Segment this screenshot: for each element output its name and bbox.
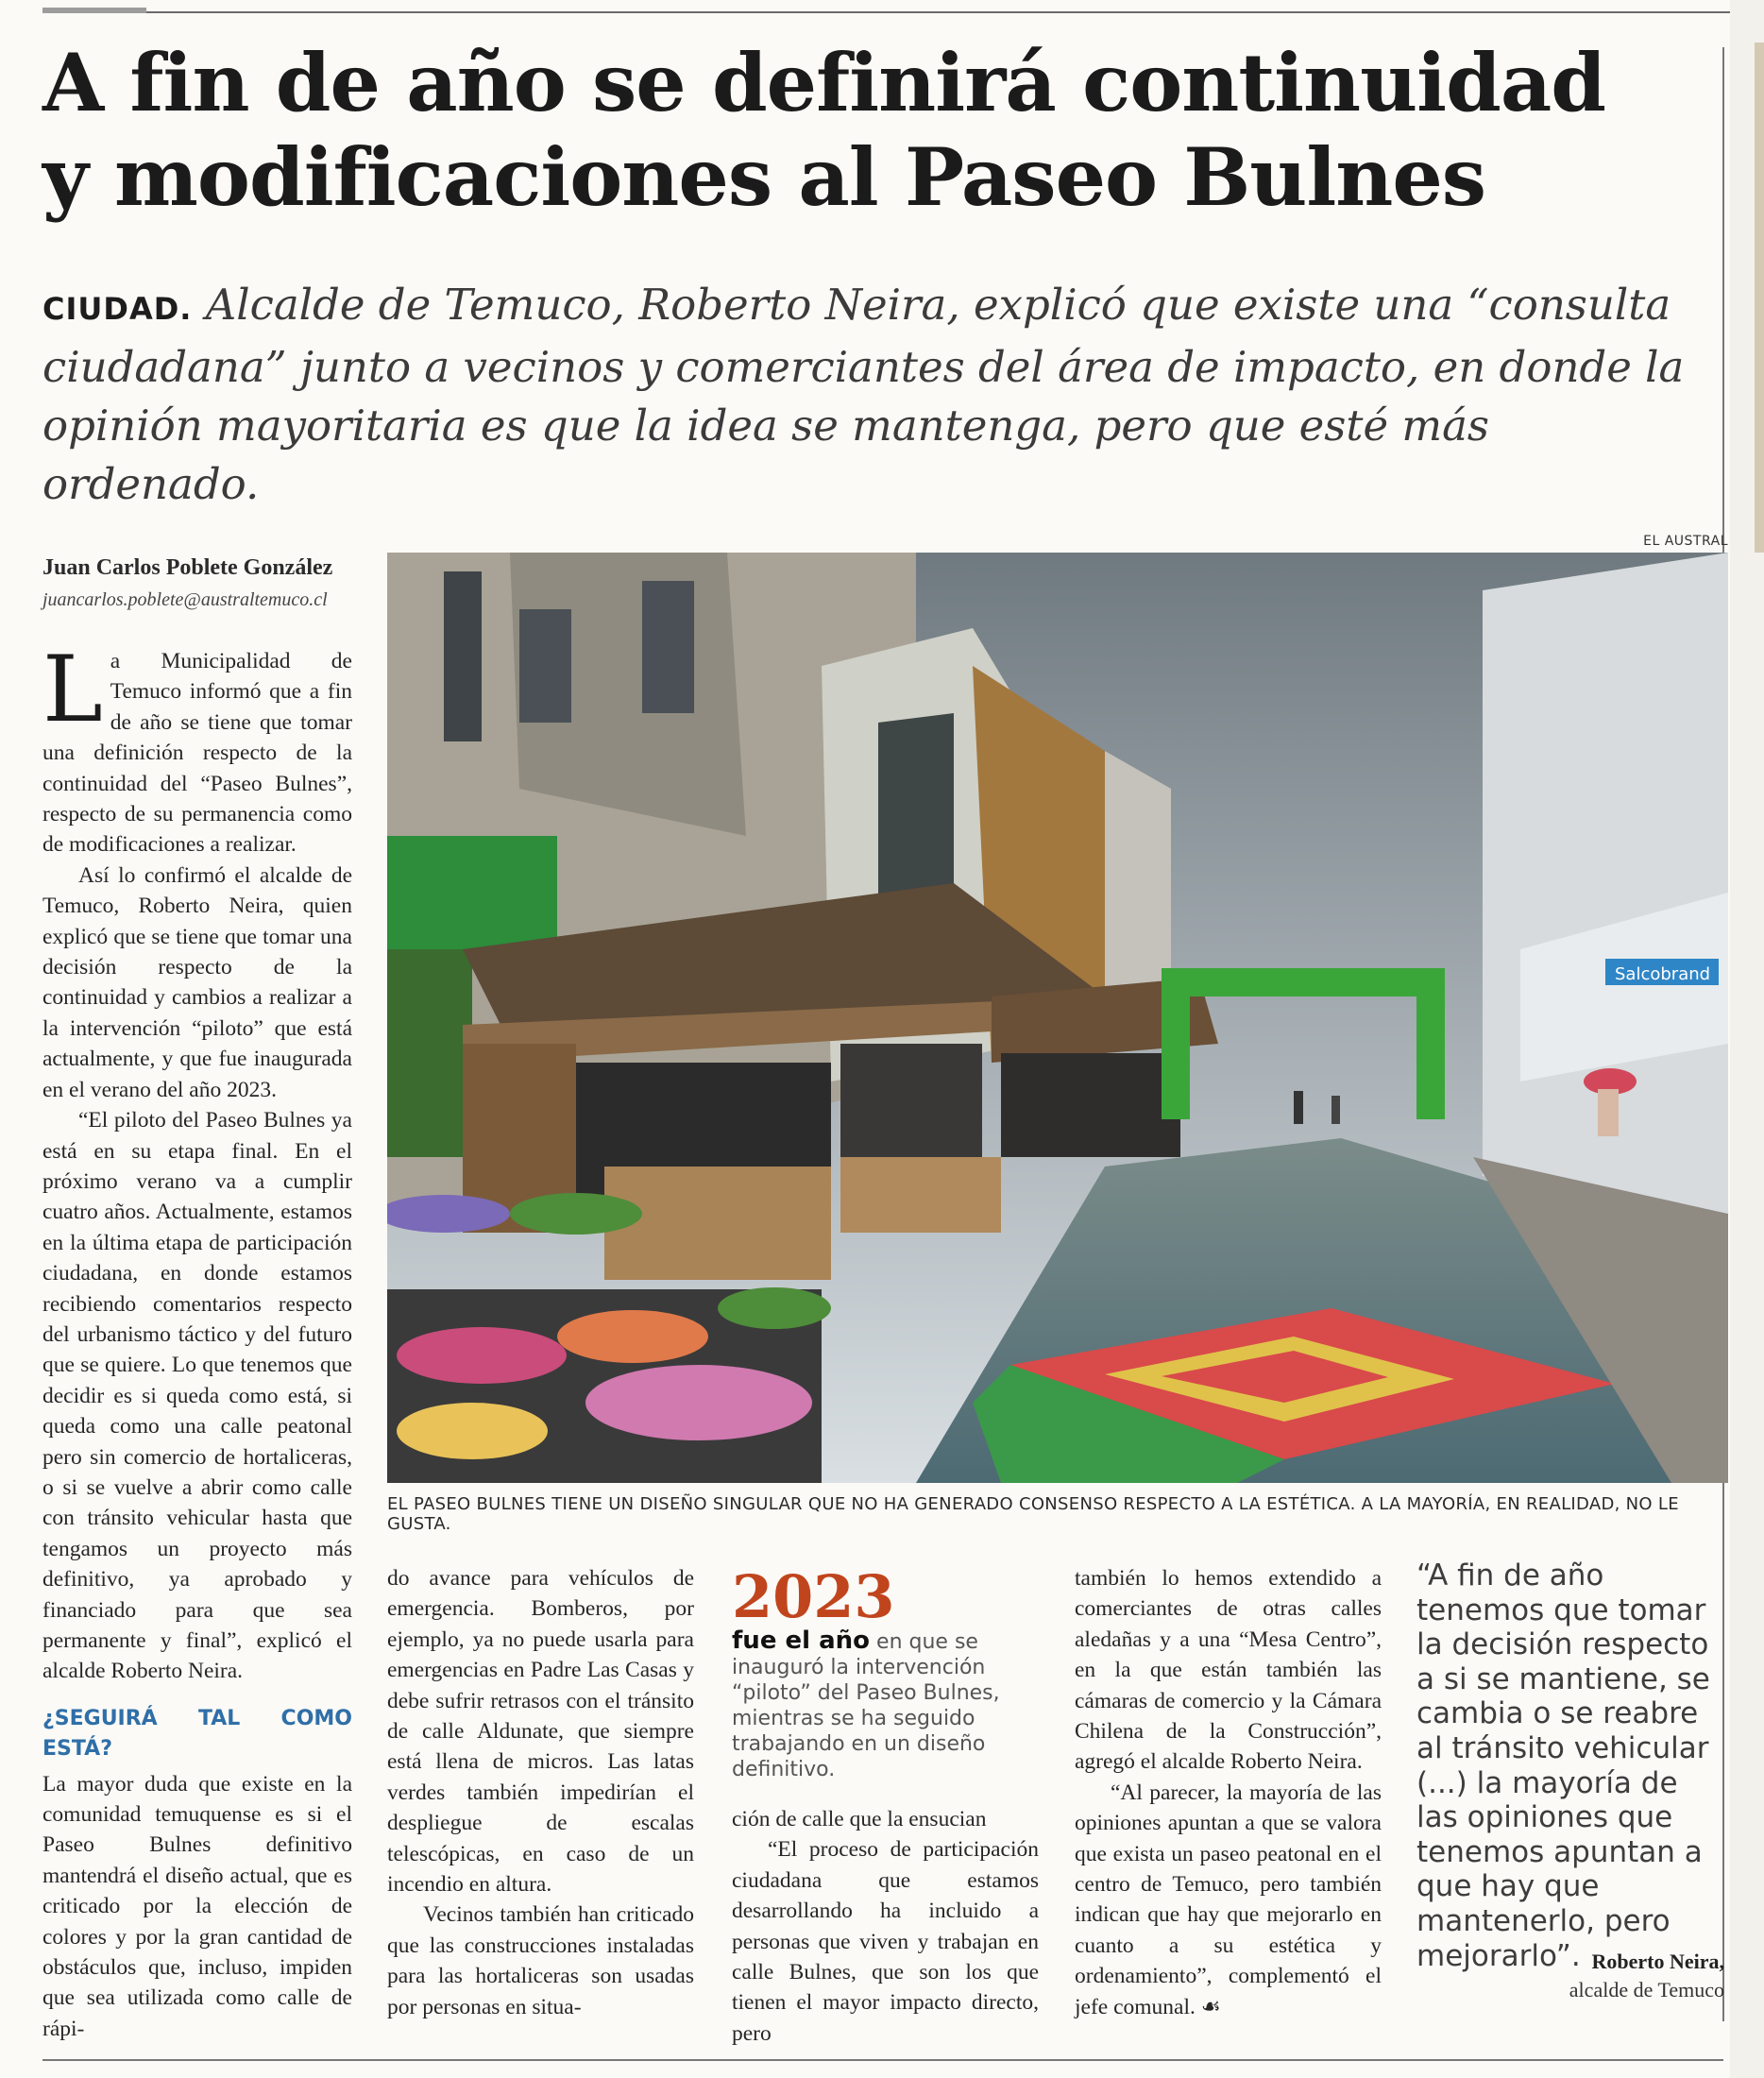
body-column-2 (387, 1563, 694, 2022)
section-tag: CIUDAD. (42, 291, 193, 327)
street-photo (387, 553, 1728, 1483)
pull-quote: “A fin de año tenemos que tomar la decisión respecto a si se mantiene, se cambia o se reabre al tránsito vehicular (...) la mayoría de las opiniones que tenemos apuntan a que hay que mantenerlo, pero mejorarlo”. (1416, 1558, 1710, 1973)
adjacent-page-image (1755, 43, 1764, 553)
paragraph: “El proceso de participación ciudadana que estamos desarrollando ha incluido a personas que viven y trabajan en calle Bulnes, que son los que tienen el mayor impacto directo, pero (732, 1837, 1039, 2046)
drop-cap: L (42, 637, 103, 742)
paragraph: Así lo confirmó el alcalde de Temuco, Roberto Neira, quien explicó que se tiene que tomar una decisión respecto de la continuidad y cambios a realizar a la intervención “piloto” que está actualmente, y que fue inaugurada en el verano del año 2023. (42, 862, 352, 1102)
fact-box (732, 1628, 1039, 1782)
photo-caption: EL PASEO BULNES TIENE UN DISEÑO SINGULAR QUE NO HA GENERADO CONSENSO RESPECTO A LA ESTÉTICA. A LA MAYORÍA, EN REALIDAD, NO LE GUSTA. (387, 1494, 1679, 1534)
paseo-bulnes-photo (387, 553, 1728, 1483)
paragraph: también lo hemos extendido a comerciantes de otras calles aledañas y a una “Mesa Centro”, en la que están también las cámaras de comercio y la Cámara Chilena de la Construcción”, agregó el alcalde Roberto Neira. (1075, 1566, 1382, 1775)
paragraph (42, 637, 352, 860)
paragraph: “Al parecer, la mayoría de las opiniones apuntan a que se valora que exista un paseo peatonal en el centro de Temuco, pero también indican que hay que mejorarlo en cuanto a su estética y ordenamiento”, complementó el jefe comunal. ☙ (1075, 1780, 1382, 2019)
paragraph-text: a Municipalidad de Temuco informó que a fin de año se tiene que tomar una definición respecto de la continuidad del “Paseo Bulnes”, respecto de su permanencia como de modificaciones a realizar. (42, 649, 352, 858)
deck-text: Alcalde de Temuco, Roberto Neira, explicó que existe una “consulta ciudadana” junto a vecinos y comerciantes del área de impacto, en donde la opinión mayoritaria es que la idea se mantenga, pero que esté más ordenado. (42, 280, 1685, 509)
fact-year: 2023 (732, 1562, 895, 1631)
paragraph: Vecinos también han criticado que las construcciones instaladas para las hortaliceras son usadas por personas en situa- (387, 1902, 694, 2019)
section-subhead: ¿SEGUIRÁ TAL COMO ESTÁ? (42, 1706, 352, 1762)
paragraph: La mayor duda que existe en la comunidad temuquense es si el Paseo Bulnes definitivo mantendrá el diseño actual, que es criticado por la elección de colores y por la gran cantidad de obstáculos que, incluso, impiden que sea utilizada como calle de rápi- (42, 1771, 352, 2041)
storefront-sign: Salcobrand (1615, 964, 1711, 984)
headline-line-2: y modificaciones al Paseo Bulnes (42, 130, 1486, 224)
paragraph: “El piloto del Paseo Bulnes ya está en su etapa final. En el próximo verano va a cumplir cuatro años. Actualmente, estamos en la última etapa de participación ciudadana, en donde estamos recibiendo comentarios respecto del urbanismo táctico y del futuro que se quiere. Lo que tenemos que decidir es si queda como está, si queda como una calle peatonal pero sin comercio de hortaliceras, o si se vuelve a abrir como calle con tránsito vehicular hasta que tengamos un proyecto más definitivo, ya aprobado y financiado para que sea permanente y final”, explicó el alcalde Roberto Neira. (42, 1108, 352, 1684)
pull-quote-role: alcalde de Temuco (1569, 1978, 1724, 2001)
deck (42, 276, 1714, 514)
headline (42, 36, 1705, 225)
top-rule (42, 11, 1733, 13)
body-column-4 (1075, 1563, 1382, 2022)
paragraph: ción de calle que la ensucian (732, 1807, 987, 1831)
fact-text: en que se inauguró la intervención “piloto” del Paseo Bulnes, mientras se ha seguido trabajando en un diseño definitivo. (732, 1630, 1000, 1781)
author-byline: Juan Carlos Poblete González (42, 555, 333, 580)
body-column-3 (732, 1804, 1039, 2049)
photo-credit: EL AUSTRAL (1643, 534, 1728, 549)
top-rule-accent (42, 8, 146, 13)
paragraph: do avance para vehículos de emergencia. Bomberos, por ejemplo, ya no puede usarla para emergencias en Padre Las Casas y debe sufrir retrasos con el tránsito de calle Aldunate, que siempre está llena de micros. Las latas verdes también impedirían el despliegue de escalas telescópicas, en caso de un incendio en altura. (387, 1566, 694, 1898)
headline-line-1: A fin de año se definirá continuidad (42, 36, 1605, 129)
body-column-1 (42, 637, 352, 2044)
pull-quote-name: Roberto Neira, (1591, 1950, 1724, 1973)
bottom-rule (42, 2059, 1723, 2061)
fact-lead: fue el año (732, 1627, 871, 1655)
author-email[interactable]: juancarlos.poblete@australtemuco.cl (42, 589, 328, 610)
